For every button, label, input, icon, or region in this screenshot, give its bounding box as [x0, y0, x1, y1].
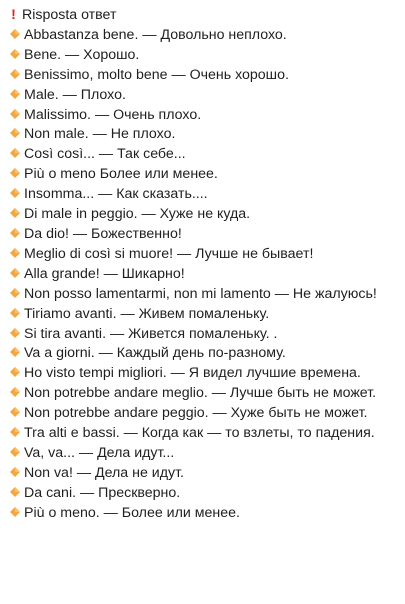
phrase-text: Bene. — Хорошо. — [24, 46, 140, 63]
orange-diamond-icon — [9, 466, 21, 478]
phrase-text: Da dio! — Божественно! — [24, 225, 182, 242]
phrase-entry — [9, 86, 399, 106]
phrase-entry — [9, 404, 399, 424]
phrase-entry — [9, 26, 399, 46]
orange-diamond-icon — [9, 386, 21, 398]
phrase-text: Più o meno Более или менее. — [24, 166, 218, 183]
orange-diamond-icon — [9, 108, 21, 120]
phrase-text: Non potrebbe andare peggio. — Хуже быть не может. — [24, 405, 368, 422]
phrase-text: Alla grande! — Шикарно! — [24, 265, 185, 282]
orange-diamond-icon — [9, 366, 21, 378]
orange-diamond-icon — [9, 346, 21, 358]
orange-diamond-icon — [9, 247, 21, 259]
list-title — [9, 6, 399, 26]
phrase-entries — [9, 26, 399, 524]
phrase-text: Da cani. — Прескверно. — [24, 484, 181, 501]
phrase-entry — [9, 305, 399, 325]
phrase-text: Non posso lamentarmi, non mi lamento — Не жалуюсь! — [24, 285, 377, 302]
exclamation-icon: ! — [11, 7, 16, 23]
orange-diamond-icon — [9, 207, 21, 219]
phrase-text: Tra alti e bassi. — Когда как — то взлеты, то падения. — [24, 425, 375, 442]
orange-diamond-icon — [9, 88, 21, 100]
phrase-entry — [9, 46, 399, 66]
orange-diamond-icon — [9, 426, 21, 438]
phrase-entry — [9, 484, 399, 504]
phrase-entry — [9, 245, 399, 265]
phrase-text: Meglio di così si muore! — Лучше не бывает! — [24, 245, 314, 262]
phrase-text: Insomma... — Как сказать.... — [24, 186, 208, 203]
phrase-text: Abbastanza bene. — Довольно неплохо. — [24, 26, 287, 43]
list-title-text: Risposta ответ — [21, 7, 117, 23]
phrase-entry — [9, 325, 399, 345]
phrase-text: Malissimo. — Очень плохо. — [24, 106, 202, 123]
phrase-text: Si tira avanti. — Живется помаленьку. . — [24, 325, 278, 342]
orange-diamond-icon — [9, 227, 21, 239]
orange-diamond-icon — [9, 486, 21, 498]
orange-diamond-icon — [9, 307, 21, 319]
phrase-entry — [9, 265, 399, 285]
phrase-text: Non male. — Не плохо. — [24, 126, 176, 143]
phrase-text: Benissimo, molto bene — Очень хорошо. — [24, 66, 289, 83]
phrase-entry — [9, 165, 399, 185]
phrase-entry — [9, 205, 399, 225]
orange-diamond-icon — [9, 127, 21, 139]
orange-diamond-icon — [9, 446, 21, 458]
phrase-entry — [9, 106, 399, 126]
orange-diamond-icon — [9, 68, 21, 80]
phrase-text: Va, va... — Дела идут... — [24, 444, 175, 461]
orange-diamond-icon — [9, 327, 21, 339]
phrase-entry — [9, 384, 399, 404]
phrase-text: Va a giorni. — Каждый день по-разному. — [24, 345, 286, 362]
phrase-text: Non potrebbe andare meglio. — Лучше быть не может. — [24, 385, 377, 402]
phrase-text: Così così... — Так себе... — [24, 146, 186, 163]
phrase-entry — [9, 225, 399, 245]
phrase-entry — [9, 424, 399, 444]
phrase-entry — [9, 185, 399, 205]
phrase-text: Non va! — Дела не идут. — [24, 464, 184, 481]
orange-diamond-icon — [9, 406, 21, 418]
orange-diamond-icon — [9, 287, 21, 299]
phrase-text: Di male in peggio. — Хуже не куда. — [24, 206, 251, 223]
orange-diamond-icon — [9, 267, 21, 279]
phrase-entry — [9, 285, 399, 305]
phrase-entry — [9, 364, 399, 384]
orange-diamond-icon — [9, 48, 21, 60]
phrase-entry — [9, 344, 399, 364]
orange-diamond-icon — [9, 187, 21, 199]
orange-diamond-icon — [9, 506, 21, 518]
phrase-text: Più o meno. — Более или менее. — [24, 504, 240, 521]
phrase-entry — [9, 464, 399, 484]
phrase-entry — [9, 444, 399, 464]
phrase-text: Ho visto tempi migliori. — Я видел лучшие времена. — [24, 365, 361, 382]
phrase-entry — [9, 125, 399, 145]
phrase-entry — [9, 145, 399, 165]
phrase-text: Male. — Плохо. — [24, 86, 126, 103]
orange-diamond-icon — [9, 167, 21, 179]
phrase-entry — [9, 66, 399, 86]
phrase-text: Tiriamo avanti. — Живем помаленьку. — [24, 305, 270, 322]
phrase-entry — [9, 504, 399, 524]
orange-diamond-icon — [9, 147, 21, 159]
orange-diamond-icon — [9, 28, 21, 40]
